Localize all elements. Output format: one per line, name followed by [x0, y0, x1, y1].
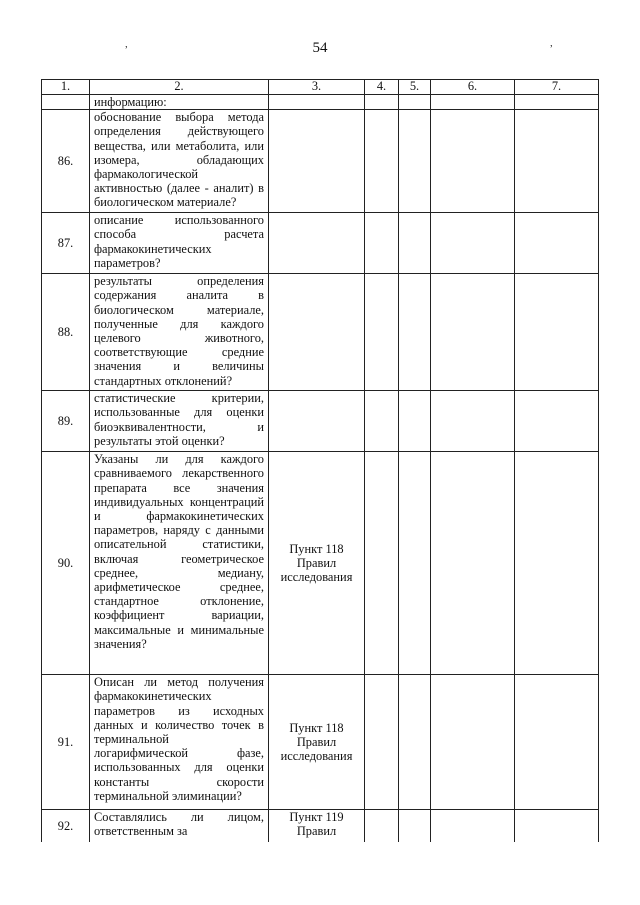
table-row: [42, 452, 599, 675]
answer-cell: [399, 95, 431, 110]
answer-cell: [515, 95, 599, 110]
checklist-table: [41, 79, 599, 842]
question-text: описание использованного способа расчета фармакокинетических параметров?: [90, 213, 269, 274]
answer-cell: [515, 213, 599, 274]
answer-cell: [431, 274, 515, 391]
table-row: [42, 95, 599, 110]
column-header: 4.: [365, 80, 399, 95]
answer-cell: [515, 452, 599, 675]
row-number: 86.: [42, 110, 90, 213]
table-row: [42, 213, 599, 274]
row-number: 88.: [42, 274, 90, 391]
answer-cell: [431, 452, 515, 675]
table-row: [42, 675, 599, 810]
answer-cell: [365, 810, 399, 842]
answer-cell: [515, 391, 599, 452]
answer-cell: [365, 95, 399, 110]
question-text: Составлялись ли лицом, ответственным за: [90, 810, 269, 842]
table-row: [42, 391, 599, 452]
answer-cell: [365, 452, 399, 675]
answer-cell: [515, 810, 599, 842]
answer-cell: [365, 391, 399, 452]
table-row: [42, 110, 599, 213]
column-header: 5.: [399, 80, 431, 95]
reference-cell: [269, 213, 365, 274]
table-row: [42, 810, 599, 842]
answer-cell: [431, 810, 515, 842]
row-number: 87.: [42, 213, 90, 274]
question-text: Указаны ли для каждого сравниваемого лекарственного препарата все значения индивидуальных концентраций и фармакокинетических параметров, наряду с данными описательной статистики, включая геометрическое среднее, медиану, арифметическое среднее, стандартное отклонение, коэффициент вариации, максимальные и минимальные значения?: [90, 452, 269, 675]
question-text: Описан ли метод получения фармакокинетических параметров из исходных данных и количество точек в терминальной логарифмической фазе, использованных для оценки константы скорости терминальной элиминации?: [90, 675, 269, 810]
answer-cell: [515, 675, 599, 810]
row-number: 92.: [42, 810, 90, 842]
question-text: результаты определения содержания аналита в биологическом материале, полученные для каждого целевого животного, соответствующие средние значения и величины стандартных отклонений?: [90, 274, 269, 391]
answer-cell: [399, 274, 431, 391]
answer-cell: [399, 213, 431, 274]
column-header: 3.: [269, 80, 365, 95]
row-number: 89.: [42, 391, 90, 452]
answer-cell: [365, 274, 399, 391]
answer-cell: [431, 110, 515, 213]
column-header: 6.: [431, 80, 515, 95]
reference-cell: [269, 391, 365, 452]
page-number: 54: [312, 40, 328, 56]
column-header: 7.: [515, 80, 599, 95]
answer-cell: [399, 675, 431, 810]
row-number: 91.: [42, 675, 90, 810]
answer-cell: [431, 675, 515, 810]
reference-cell: [269, 110, 365, 213]
answer-cell: [515, 110, 599, 213]
row-number: 90.: [42, 452, 90, 675]
answer-cell: [431, 95, 515, 110]
column-header: 1.: [42, 80, 90, 95]
answer-cell: [515, 274, 599, 391]
answer-cell: [431, 213, 515, 274]
table-row: [42, 274, 599, 391]
row-number: [42, 95, 90, 110]
answer-cell: [399, 810, 431, 842]
reference-cell: Пункт 118 Правил исследования: [269, 452, 365, 675]
column-header: 2.: [90, 80, 269, 95]
answer-cell: [365, 213, 399, 274]
reference-cell: [269, 274, 365, 391]
header-row: [42, 80, 599, 95]
reference-cell: [269, 95, 365, 110]
scan-speck: ,: [550, 37, 553, 49]
answer-cell: [399, 110, 431, 213]
scan-speck: ,: [125, 38, 128, 50]
answer-cell: [431, 391, 515, 452]
answer-cell: [399, 391, 431, 452]
answer-cell: [365, 110, 399, 213]
question-text: обоснование выбора метода определения действующего вещества, или метаболита, или изомера, обладающих фармакологической активностью (далее - аналит) в биологическом материале?: [90, 110, 269, 213]
reference-cell: Пункт 119 Правил: [269, 810, 365, 842]
question-text: информацию:: [90, 95, 269, 110]
question-text: статистические критерии, использованные для оценки биоэквивалентности, и результаты этой оценки?: [90, 391, 269, 452]
answer-cell: [399, 452, 431, 675]
answer-cell: [365, 675, 399, 810]
reference-cell: Пункт 118 Правил исследования: [269, 675, 365, 810]
